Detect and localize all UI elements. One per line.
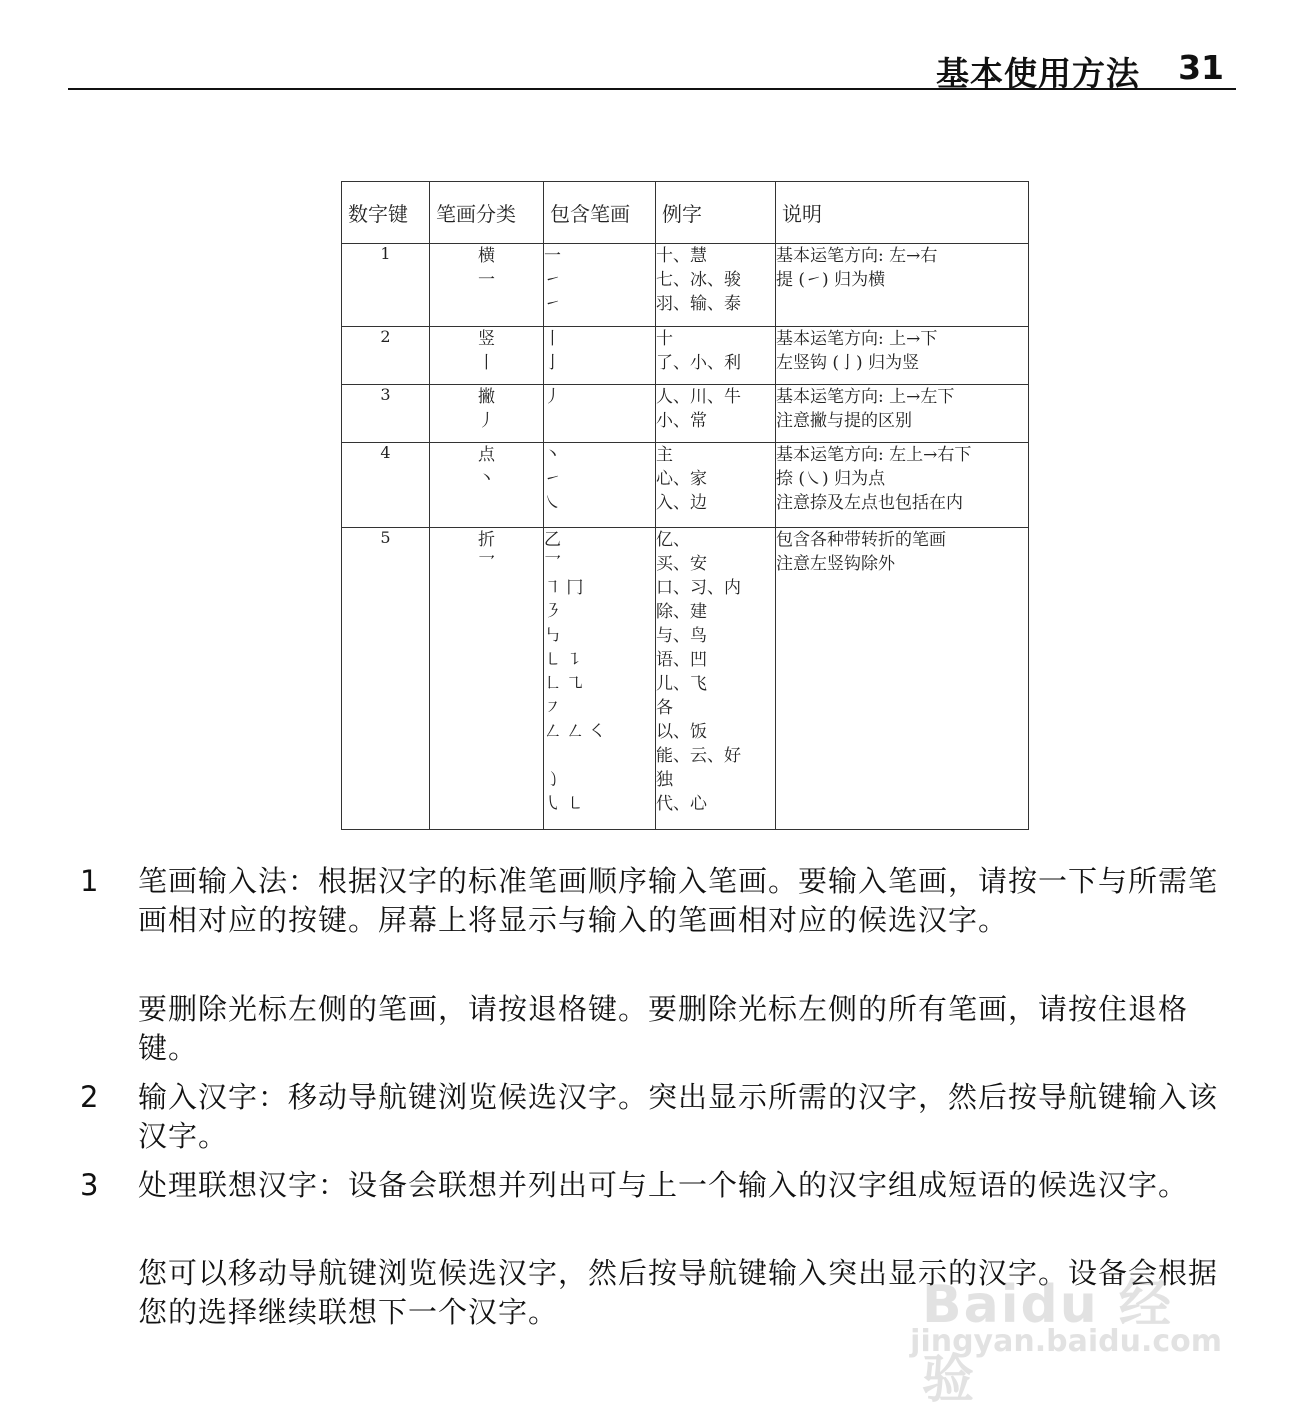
page-header	[68, 40, 1236, 93]
stroke-line: 丶	[544, 445, 561, 465]
cell-examples	[656, 528, 776, 830]
note-line: 基本运笔方向: 上→下	[776, 329, 938, 349]
cell-category	[430, 327, 544, 385]
watermark-brand: Baidu 经验	[922, 1275, 1173, 1410]
table-row	[342, 244, 1029, 327]
step-paragraph: 笔画输入法：根据汉字的标准笔画顺序输入笔画。要输入笔画，请按一下与所需笔画相对应的按键。屏幕上将显示与输入的笔画相对应的候选汉字。	[138, 864, 1219, 937]
stroke-line: ㇄ ㇊	[544, 650, 584, 670]
example-line: 小、常	[656, 411, 707, 431]
cell-notes	[776, 443, 1029, 528]
col-header-key: 数字键	[342, 182, 430, 244]
step-number: 2	[80, 1080, 99, 1114]
example-line: 十	[656, 329, 673, 349]
example-line: 买、安	[656, 554, 707, 574]
cell-examples	[656, 327, 776, 385]
stroke-line: ㇀	[544, 270, 561, 290]
baidu-watermark	[910, 1262, 1222, 1410]
category-line: 折	[478, 530, 495, 550]
note-line: 包含各种带转折的笔画	[776, 530, 946, 550]
stroke-line: ㇕ 冂	[544, 578, 584, 598]
note-line: 捺 (㇏) 归为点	[776, 469, 886, 489]
stroke-line: ㇜ ㇜ ㇛	[544, 722, 606, 742]
example-line: 心、家	[656, 469, 707, 489]
stroke-line: 乛	[544, 554, 561, 574]
stroke-line: ㇇	[544, 698, 561, 718]
cell-category	[430, 244, 544, 327]
cell-category	[430, 443, 544, 528]
cell-strokes	[544, 385, 656, 443]
step-number: 3	[80, 1168, 99, 1202]
stroke-line: ㇁	[544, 770, 561, 790]
watermark-url: jingyan.baidu.com	[910, 1324, 1222, 1359]
stroke-line: ㇋	[544, 602, 561, 622]
note-line: 基本运笔方向: 上→左下	[776, 387, 955, 407]
example-line: 各	[656, 698, 673, 718]
example-line: 能、云、好	[656, 746, 741, 766]
stroke-line: ㇀	[544, 294, 561, 314]
cell-key: 1	[342, 244, 430, 327]
cell-examples	[656, 385, 776, 443]
step-paragraph: 您可以移动导航键浏览候选汉字，然后按导航键输入突出显示的汉字。设备会根据您的选择继续联想下一个汉字。	[138, 1256, 1219, 1329]
table-row	[342, 443, 1029, 528]
cell-key: 3	[342, 385, 430, 443]
page-title: 基本使用方法	[936, 54, 1140, 93]
col-header-strokes: 包含笔画	[544, 182, 656, 244]
note-line: 基本运笔方向: 左→右	[776, 246, 938, 266]
step-number: 1	[80, 864, 99, 898]
category-line: 一	[478, 270, 495, 290]
note-line: 注意撇与提的区别	[776, 411, 912, 431]
category-line: 点	[478, 445, 495, 465]
step-paragraph: 处理联想汉字：设备会联想并列出可与上一个输入的汉字组成短语的候选汉字。	[138, 1168, 1189, 1202]
example-line: 七、冰、骏	[656, 270, 741, 290]
example-line: 主	[656, 445, 673, 465]
example-line: 除、建	[656, 602, 707, 622]
note-line: 左竖钩 (亅) 归为竖	[776, 353, 920, 373]
cell-notes	[776, 244, 1029, 327]
stroke-line: 丿	[544, 387, 561, 407]
category-line: 丶	[478, 469, 495, 489]
example-line: 语、凹	[656, 650, 707, 670]
table-row	[342, 385, 1029, 443]
stroke-line	[544, 744, 655, 768]
example-line: 口、习、内	[656, 578, 741, 598]
stroke-line: ㇏	[544, 493, 561, 513]
step-paragraph: 要删除光标左侧的笔画，请按退格键。要删除光标左侧的所有笔画，请按住退格键。	[138, 992, 1189, 1065]
stroke-line: ㇂ ㇄	[544, 794, 584, 814]
example-line: 了、小、利	[656, 353, 741, 373]
category-line: 撇	[478, 387, 495, 407]
table-header-row	[342, 182, 1029, 244]
stroke-line: ㇉	[544, 626, 561, 646]
note-line: 提 (㇀) 归为横	[776, 270, 886, 290]
example-line: 独	[656, 770, 673, 790]
cell-key: 4	[342, 443, 430, 528]
table-row	[342, 528, 1029, 830]
stroke-table	[341, 181, 1029, 830]
cell-category	[430, 528, 544, 830]
category-line: 丨	[478, 353, 495, 373]
cell-category	[430, 385, 544, 443]
example-line: 入、边	[656, 493, 707, 513]
table-body	[342, 244, 1029, 830]
cell-notes	[776, 385, 1029, 443]
table-row	[342, 327, 1029, 385]
cell-examples	[656, 244, 776, 327]
category-line: 乛	[478, 554, 495, 574]
example-line: 羽、输、泰	[656, 294, 741, 314]
cell-strokes	[544, 327, 656, 385]
stroke-line: ㇀	[544, 469, 561, 489]
cell-strokes	[544, 528, 656, 830]
col-header-category: 笔画分类	[430, 182, 544, 244]
category-line: 横	[478, 246, 495, 266]
cell-key: 5	[342, 528, 430, 830]
example-line: 十、慧	[656, 246, 707, 266]
cell-strokes	[544, 244, 656, 327]
example-line: 亿、	[656, 530, 690, 550]
cell-examples	[656, 443, 776, 528]
example-line: 代、心	[656, 794, 707, 814]
col-header-examples: 例字	[656, 182, 776, 244]
stroke-line: 乙	[544, 530, 561, 550]
cell-notes	[776, 327, 1029, 385]
example-line: 以、饭	[656, 722, 707, 742]
category-line: 竖	[478, 329, 495, 349]
stroke-line: 一	[544, 246, 561, 266]
cell-key: 2	[342, 327, 430, 385]
cell-strokes	[544, 443, 656, 528]
note-line: 基本运笔方向: 左上→右下	[776, 445, 972, 465]
page-number: 31	[1178, 48, 1224, 87]
category-line: 丿	[478, 411, 495, 431]
note-line: 注意捺及左点也包括在内	[776, 493, 963, 513]
stroke-line: 丨	[544, 329, 561, 349]
cell-notes	[776, 528, 1029, 830]
note-line: 注意左竖钩除外	[776, 554, 895, 574]
stroke-line: ㇗ ㇈	[544, 674, 584, 694]
example-line: 与、鸟	[656, 626, 707, 646]
step-paragraph: 输入汉字：移动导航键浏览候选汉字。突出显示所需的汉字，然后按导航键输入该汉字。	[138, 1080, 1219, 1153]
col-header-notes: 说明	[776, 182, 1029, 244]
stroke-line: 亅	[544, 353, 561, 373]
example-line: 儿、飞	[656, 674, 707, 694]
example-line: 人、川、牛	[656, 387, 741, 407]
